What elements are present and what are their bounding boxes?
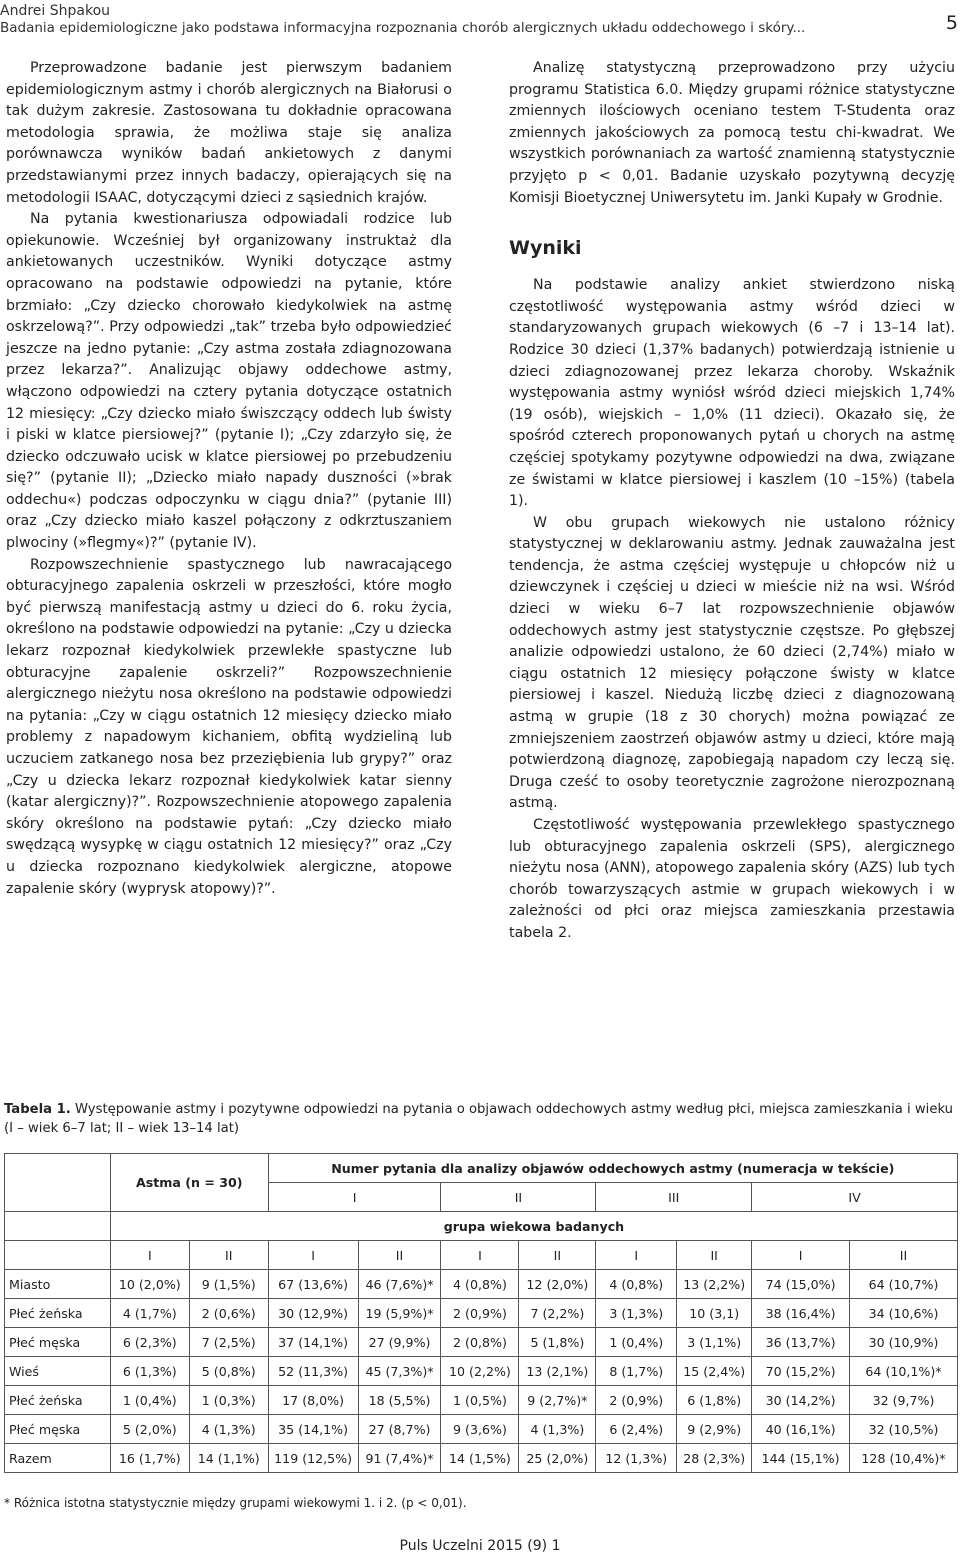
table-cell: 46 (7,6%)* (358, 1270, 441, 1299)
table-cell: 128 (10,4%)* (850, 1444, 958, 1473)
row-label: Płeć męska (5, 1328, 111, 1357)
age-group-cell: I (596, 1241, 677, 1270)
table-cell: 9 (1,5%) (189, 1270, 268, 1299)
table-cell: 10 (2,2%) (441, 1357, 519, 1386)
table-row (5, 1386, 958, 1415)
table-cell: 4 (1,3%) (519, 1415, 596, 1444)
right-column (509, 58, 955, 945)
table-cell: 4 (0,8%) (441, 1270, 519, 1299)
table-cell: 27 (8,7%) (358, 1415, 441, 1444)
age-group-cell: I (752, 1241, 850, 1270)
table-cell: 15 (2,4%) (677, 1357, 752, 1386)
page-number: 5 (945, 12, 958, 34)
table-cell: 27 (9,9%) (358, 1328, 441, 1357)
table-cell: 36 (13,7%) (752, 1328, 850, 1357)
table-cell: 64 (10,7%) (850, 1270, 958, 1299)
paragraph: W obu grupach wiekowych nie ustalono różnicy statystycznej w deklarowaniu astmy. Jednak zauważalna jest tendencja, że astma częściej występuje u chłopców niż u dziewczynek i częściej u dzieci w mieście niż na wsi. Wśród dzieci w wieku 6–7 lat rozpowszechnienie objawów oddechowych astmy jest statystycznie częstsze. Po głębszej analizie odpowiedzi ustalono, że 60 dzieci (2,74%) miało w ciągu ostatnich 12 miesięcy połączone świsty w klatce piersiowej i kaszel. Niedużą liczbę dzieci z diagnozowaną astmą w grupie (18 z 30 chorych) można powiązać ze zmniejszeniem zaostrzeń objawów astmy u dzieci, które mają potwierdzoną diagnozę, zapobiegają napadom czy leczą się. Druga cześć to osoby teoretycznie zagrożone nierozpoznaną astmą. (509, 514, 955, 812)
table-empty-cell (5, 1212, 111, 1241)
table-cell: 1 (0,4%) (110, 1386, 189, 1415)
age-group-cell: I (110, 1241, 189, 1270)
table-cell: 4 (1,3%) (189, 1415, 268, 1444)
table-row (5, 1444, 958, 1473)
question-header: III (596, 1183, 752, 1212)
table-row (5, 1270, 958, 1299)
table-cell: 38 (16,4%) (752, 1299, 850, 1328)
table-cell: 74 (15,0%) (752, 1270, 850, 1299)
table-cell: 3 (1,3%) (596, 1299, 677, 1328)
table-cell: 1 (0,4%) (596, 1328, 677, 1357)
table-caption-text: Występowanie astmy i pozytywne odpowiedzi na pytania o objawach oddechowych astmy według płci, miejsca zamieszkania i wieku (I – wiek 6–7 lat; II – wiek 13–14 lat) (4, 1102, 954, 1136)
table-cell: 91 (7,4%)* (358, 1444, 441, 1473)
age-group-cell: II (850, 1241, 958, 1270)
table-cell: 10 (3,1) (677, 1299, 752, 1328)
left-column (6, 58, 452, 900)
table-group-header: Numer pytania dla analizy objawów oddechowych astmy (numeracja w tekście) (268, 1154, 957, 1183)
header-running-title: Badania epidemiologiczne jako podstawa informacyjna rozpoznania chorób alergicznych układu oddechowego i skóry... (0, 20, 806, 36)
table-cell: 9 (3,6%) (441, 1415, 519, 1444)
table-caption-label: Tabela 1. (4, 1102, 71, 1117)
row-label: Wieś (5, 1357, 111, 1386)
table-cell: 1 (0,5%) (441, 1386, 519, 1415)
table-row (5, 1299, 958, 1328)
question-header: I (268, 1183, 441, 1212)
table-cell: 17 (8,0%) (268, 1386, 358, 1415)
table-cell: 9 (2,9%) (677, 1415, 752, 1444)
row-label: Miasto (5, 1270, 111, 1299)
table-cell: 32 (10,5%) (850, 1415, 958, 1444)
table-cell: 5 (1,8%) (519, 1328, 596, 1357)
table-cell: 6 (1,8%) (677, 1386, 752, 1415)
table-cell: 2 (0,9%) (441, 1299, 519, 1328)
table-cell: 19 (5,9%)* (358, 1299, 441, 1328)
question-header: IV (752, 1183, 958, 1212)
table-cell: 32 (9,7%) (850, 1386, 958, 1415)
question-header: II (441, 1183, 596, 1212)
table-cell: 6 (1,3%) (110, 1357, 189, 1386)
table-cell: 5 (2,0%) (110, 1415, 189, 1444)
table-cell: 8 (1,7%) (596, 1357, 677, 1386)
table-cell: 37 (14,1%) (268, 1328, 358, 1357)
table-cell: 1 (0,3%) (189, 1386, 268, 1415)
table-cell: 30 (12,9%) (268, 1299, 358, 1328)
table-cell: 13 (2,1%) (519, 1357, 596, 1386)
header-author: Andrei Shpakou (0, 3, 111, 19)
table-cell: 144 (15,1%) (752, 1444, 850, 1473)
page-footer: Puls Uczelni 2015 (9) 1 (399, 1538, 561, 1554)
table-cell: 18 (5,5%) (358, 1386, 441, 1415)
table-cell: 14 (1,5%) (441, 1444, 519, 1473)
row-label: Razem (5, 1444, 111, 1473)
table-cell: 3 (1,1%) (677, 1328, 752, 1357)
table-cell: 12 (2,0%) (519, 1270, 596, 1299)
section-heading-wyniki: Wyniki (509, 237, 582, 260)
table-caption (4, 1100, 954, 1138)
table-cell: 14 (1,1%) (189, 1444, 268, 1473)
table-cell: 4 (0,8%) (596, 1270, 677, 1299)
table-cell: 9 (2,7%)* (519, 1386, 596, 1415)
table-cell: 70 (15,2%) (752, 1357, 850, 1386)
table-cell: 7 (2,5%) (189, 1328, 268, 1357)
table-cell: 45 (7,3%)* (358, 1357, 441, 1386)
paragraph: Przeprowadzone badanie jest pierwszym badaniem epidemiologicznym astmy i chorób alergicznych na Białorusi o tak dużym zakresie. Zastosowana tu dokładnie opracowana metodologia sprawia, że możliwa staje się analiza porównawcza wyników badań ankietowych z danymi przedstawianymi przez innych badaczy, opierających się na metodologii ISAAC, dotyczącymi dzieci z sąsiednich krajów. (6, 60, 452, 206)
table-cell: 119 (12,5%) (268, 1444, 358, 1473)
table-cell: 35 (14,1%) (268, 1415, 358, 1444)
table-row (5, 1415, 958, 1444)
age-group-cell: II (358, 1241, 441, 1270)
table-cell: 2 (0,8%) (441, 1328, 519, 1357)
table-cell: 6 (2,3%) (110, 1328, 189, 1357)
table-cell: 4 (1,7%) (110, 1299, 189, 1328)
table-cell: 12 (1,3%) (596, 1444, 677, 1473)
table-cell: 34 (10,6%) (850, 1299, 958, 1328)
paragraph: Na podstawie analizy ankiet stwierdzono niską częstotliwość występowania astmy wśród dzieci w standaryzowanych grupach wiekowych (6 –7 i 13–14 lat). Rodzice 30 dzieci (1,37% badanych) potwierdzają istnienie u dzieci zdiagnozowanej przez lekarza choroby. Wskaźnik występowania astmy wyniósł wśród dzieci miejskich 1,74% (19 osób), wiejskich – 1,0% (11 dzieci). Okazało się, że spośród czterech proponowanych pytań u chorych na astmę częściej spotykamy pozytywne odpowiedzi na dwa, związane ze świstami w klatce piersiowej i kaszlem (10 –15%) (tabela 1). (509, 277, 955, 510)
paragraph: Częstotliwość występowania przewlekłego spastycznego lub obturacyjnego zapalenia oskrzeli (SPS), alergicznego nieżytu nosa (ANN), atopowego zapalenia skóry (AZS) lub tych chorób towarzyszących astmie w grupach wiekowych i w zależności od płci oraz miejsca zamieszkania przestawia tabela 2. (509, 817, 955, 941)
age-group-cell: II (519, 1241, 596, 1270)
table-empty-cell (5, 1241, 111, 1270)
paragraph-methods: Analizę statystyczną przeprowadzono przy użyciu programu Statistica 6.0. Między grupami różnice statystyczne zmiennych ilościowych oceniano testem T-Studenta oraz zmiennych jakościowych za pomocą testu chi-kwadrat. We wszystkich porównaniach za wartość znamienną statystycznie przyjęto p < 0,01. Badanie uzyskało pozytywną decyzję Komisji Bioetycznej Uniwersytetu im. Janki Kupały w Grodnie. (509, 60, 955, 206)
age-group-cell: I (441, 1241, 519, 1270)
table-cell: 13 (2,2%) (677, 1270, 752, 1299)
table-row (5, 1357, 958, 1386)
table-corner-empty (5, 1154, 111, 1212)
table-footnote: * Różnica istotna statystycznie między grupami wiekowymi 1. i 2. (p < 0,01). (4, 1496, 467, 1510)
age-group-cell: II (677, 1241, 752, 1270)
table-cell: 2 (0,6%) (189, 1299, 268, 1328)
table-cell: 28 (2,3%) (677, 1444, 752, 1473)
table-cell: 30 (14,2%) (752, 1386, 850, 1415)
table-row (5, 1328, 958, 1357)
row-label: Płeć żeńska (5, 1299, 111, 1328)
paragraph: Na pytania kwestionariusza odpowiadali rodzice lub opiekunowie. Wcześniej był organizowany instruktaż dla ankietowanych uczestników. Wyniki dotyczące astmy opracowano na podstawie odpowiedzi na pytanie, które brzmiało: „Czy dziecko chorowało kiedykolwiek na astmę oskrzelową?”. Przy odpowiedzi „tak” trzeba było odpowiedzieć jeszcze na jedno pytanie: „Czy astma została zdiagnozowana przez lekarza?”. Analizując objawy oddechowe astmy, włączono odpowiedzi na cztery pytania dotyczące ostatnich 12 miesięcy: „Czy dziecko miało świszczący oddech lub świsty i piski w klatce piersiowej?” (pytanie I); „Czy zdarzyło się, że dziecko odczuwało ucisk w klatce piersiowej po przebudzeniu się?” (pytanie II); „Dziecko miało napady duszności (»brak oddechu«) podczas odpoczynku w ciągu dnia?” (pytanie III) oraz „Czy dziecko miało kaszel połączony z odkrztuszaniem plwociny (»flegmy«)?” (pytanie IV). (6, 211, 452, 552)
table-corner-label: Astma (n = 30) (110, 1154, 268, 1212)
results-table (4, 1153, 958, 1473)
table-cell: 16 (1,7%) (110, 1444, 189, 1473)
table-cell: 7 (2,2%) (519, 1299, 596, 1328)
table-cell: 10 (2,0%) (110, 1270, 189, 1299)
table-cell: 30 (10,9%) (850, 1328, 958, 1357)
row-label: Płeć żeńska (5, 1386, 111, 1415)
table-cell: 25 (2,0%) (519, 1444, 596, 1473)
age-group-cell: I (268, 1241, 358, 1270)
table-cell: 5 (0,8%) (189, 1357, 268, 1386)
age-group-header: grupa wiekowa badanych (110, 1212, 957, 1241)
table-cell: 52 (11,3%) (268, 1357, 358, 1386)
table-cell: 6 (2,4%) (596, 1415, 677, 1444)
table-cell: 40 (16,1%) (752, 1415, 850, 1444)
table-cell: 67 (13,6%) (268, 1270, 358, 1299)
table-cell: 2 (0,9%) (596, 1386, 677, 1415)
table-cell: 64 (10,1%)* (850, 1357, 958, 1386)
paragraph: Rozpowszechnienie spastycznego lub nawracającego obturacyjnego zapalenia oskrzeli w przeszłości, które mogło być pierwszą manifestacją astmy u dzieci do 6. roku życia, określono na podstawie odpowiedzi na pytanie: „Czy u dziecka lekarz rozpoznał kiedykolwiek przewlekłe spastyczne lub obturacyjne zapalenie oskrzeli?” Rozpowszechnienie alergicznego nieżytu nosa określono na podstawie odpowiedzi na pytania: „Czy w ciągu ostatnich 12 miesięcy dziecko miało problemy z napadowym kichaniem, obfitą wydzieliną lub uczuciem zatkanego nosa bez przeziębienia lub grypy?” oraz „Czy u dziecka lekarz rozpoznał kiedykolwiek katar sienny (katar alergiczny)?”. Rozpowszechnienie atopowego zapalenia skóry określono na podstawie pytań: „Czy dziecko miało swędzącą wysypkę w ciągu ostatnich 12 miesięcy?” oraz „Czy u dziecka rozpoznano kiedykolwiek alergiczne, atopowe zapalenie skóry (wyprysk atopowy)?”. (6, 556, 452, 897)
age-group-cell: II (189, 1241, 268, 1270)
row-label: Płeć męska (5, 1415, 111, 1444)
